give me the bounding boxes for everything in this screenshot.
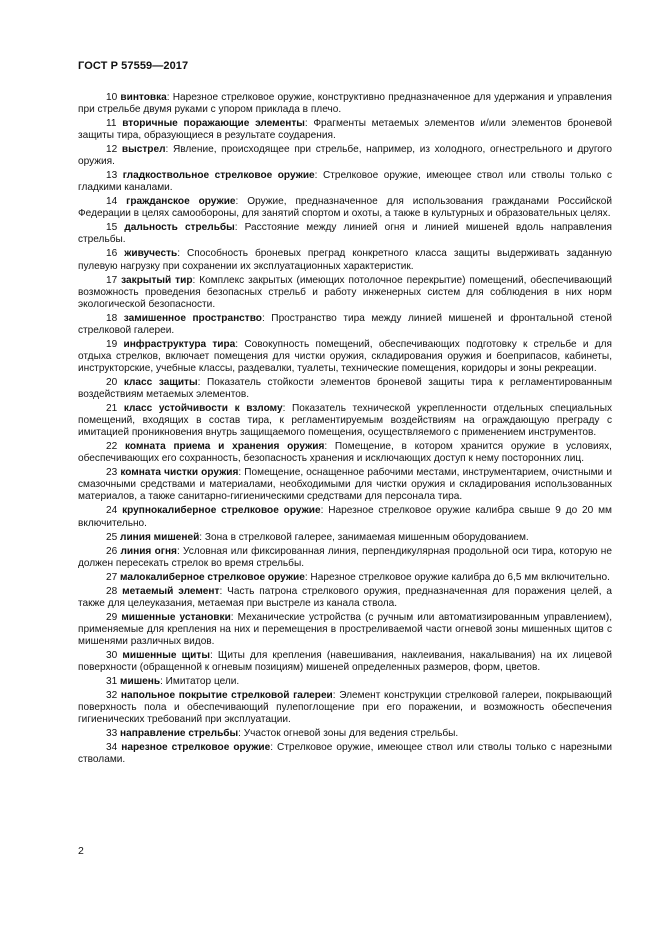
definition-entry bbox=[78, 339, 612, 375]
entry-number: 11 bbox=[106, 118, 117, 130]
entry-definition: : Зона в стрелковой галерее, занимаемая мишенным оборудованием. bbox=[199, 531, 529, 543]
entry-term: мишень bbox=[120, 675, 161, 687]
entry-number: 13 bbox=[106, 170, 118, 182]
entry-term: метаемый элемент bbox=[122, 585, 220, 597]
entry-term: инфраструктура тира bbox=[123, 338, 236, 350]
entry-term: выстрел bbox=[121, 144, 166, 156]
entry-term: гладкоствольное стрелковое оружие bbox=[122, 170, 315, 182]
entry-number: 16 bbox=[106, 248, 118, 260]
entry-definition: : Пространство тира между линией мишеней и фронтальной стеной стрелковой галереи. bbox=[78, 312, 612, 336]
entry-number: 24 bbox=[106, 505, 118, 517]
entry-term: гражданское оружие bbox=[126, 196, 236, 208]
entry-definition: : Часть патрона стрелкового оружия, предназначенная для поражения целей, а также для целеуказания, метаемая при выстреле из канала ствола. bbox=[78, 585, 612, 609]
entry-definition: : Явление, происходящее при стрельбе, например, из холодного, огнестрельного и другого оружия. bbox=[78, 144, 612, 168]
entry-term: класс защиты bbox=[123, 376, 198, 388]
definition-entry bbox=[78, 690, 612, 726]
entry-term: живучесть bbox=[124, 248, 178, 260]
definition-entry bbox=[78, 467, 612, 503]
entry-definition: : Комплекс закрытых (имеющих потолочное перекрытие) помещений, обеспечивающий возможность проведения безопасных стрельб и работу инженерных систем для соблюдения в них норм экологической безопасности. bbox=[78, 274, 612, 310]
entry-definition: : Стрелковое оружие, имеющее ствол или стволы только с гладкими каналами. bbox=[78, 170, 612, 194]
definitions-list bbox=[78, 92, 612, 768]
entry-term: напольное покрытие стрелковой галереи bbox=[120, 689, 333, 701]
entry-number: 28 bbox=[106, 585, 118, 597]
entry-term: комната приема и хранения оружия bbox=[125, 441, 325, 453]
definition-entry bbox=[78, 505, 612, 529]
entry-term: нарезное стрелковое оружие bbox=[121, 742, 271, 754]
entry-term: дальность стрельбы bbox=[124, 222, 235, 234]
entry-term: закрытый тир bbox=[121, 274, 193, 286]
entry-number: 22 bbox=[106, 441, 118, 453]
entry-definition: : Имитатор цели. bbox=[160, 675, 240, 687]
definition-entry bbox=[78, 441, 612, 465]
entry-number: 29 bbox=[106, 611, 118, 623]
entry-term: класс устойчивости к взлому bbox=[123, 403, 283, 415]
definition-entry bbox=[78, 728, 612, 740]
definition-entry bbox=[78, 170, 612, 194]
entry-definition: : Показатель технической укрепленности отдельных специальных помещений, входящих в состав тира, к регламентируемым воздействиям на ограждающую преграду с имитацией проникновения внутрь защищаемого помещения, осуществляемого с применением инструментов. bbox=[78, 403, 612, 439]
entry-number: 10 bbox=[106, 92, 118, 103]
entry-term: линия мишеней bbox=[120, 531, 200, 543]
entry-number: 33 bbox=[106, 728, 118, 740]
entry-term: винтовка bbox=[120, 92, 167, 103]
entry-definition: : Участок огневой зоны для ведения стрельбы. bbox=[238, 728, 459, 740]
entry-definition: : Помещение, в котором хранится оружие в условиях, обеспечивающих его сохранность, безопасность хранения и исключающих доступ к нему посторонних лиц. bbox=[78, 441, 612, 465]
entry-number: 31 bbox=[106, 675, 118, 687]
entry-definition: : Стрелковое оружие, имеющее ствол или стволы только с нарезными стволами. bbox=[78, 742, 612, 766]
entry-definition: : Нарезное стрелковое оружие калибра свыше 9 до 20 мм включительно. bbox=[78, 505, 612, 529]
definition-entry bbox=[78, 572, 612, 584]
entry-term: комната чистки оружия bbox=[120, 467, 239, 479]
entry-definition: : Способность броневых преград конкретного класса защиты выдерживать заданную пулевую нагрузку при сохранении их эксплуатационных характеристик. bbox=[78, 248, 612, 272]
entry-definition: : Условная или фиксированная линия, перпендикулярная продольной оси тира, которую не должен пересекать стрелок во время стрельбы. bbox=[78, 545, 612, 569]
entry-definition: : Механические устройства (с ручным или автоматизированным управлением), применяемые для крепления на них и перемещения в простреливаемой части огневой зоны мишенных щитов с мишенями различных видов. bbox=[78, 611, 612, 647]
definition-entry bbox=[78, 377, 612, 401]
entry-number: 27 bbox=[106, 571, 118, 583]
definition-entry bbox=[78, 275, 612, 311]
definition-entry bbox=[78, 144, 612, 168]
entry-definition: : Нарезное стрелковое оружие, конструктивно предназначенное для удержания и управления при стрельбе двумя руками с упором приклада в плечо. bbox=[78, 92, 612, 116]
entry-number: 30 bbox=[106, 649, 118, 661]
entry-number: 26 bbox=[106, 545, 118, 557]
entry-term: малокалиберное стрелковое оружие bbox=[120, 571, 305, 583]
entry-term: мишенные щиты bbox=[122, 649, 210, 661]
entry-definition: : Нарезное стрелковое оружие калибра до 6,5 мм включительно. bbox=[304, 571, 610, 583]
entry-number: 15 bbox=[106, 222, 118, 234]
entry-number: 32 bbox=[106, 689, 118, 701]
entry-number: 20 bbox=[106, 376, 118, 388]
entry-term: мишенные установки bbox=[121, 611, 231, 623]
entry-term: направление стрельбы bbox=[120, 728, 239, 740]
entry-definition: : Щиты для крепления (навешивания, наклеивания, накалывания) на их лицевой поверхности (обращенной к огневым позициям) мишеней определенных размеров, форм, цветов. bbox=[78, 649, 612, 673]
entry-definition: : Показатель стойкости элементов броневой защиты тира к регламентированным воздействиям метаемых элементов. bbox=[78, 376, 613, 401]
definition-entry bbox=[78, 313, 612, 337]
entry-definition: : Совокупность помещений, обеспечивающих подготовку к стрельбе и для отдыха стрелков, включает помещения для чистки оружия, складирования оружия и боеприпасов, кабинеты, инструкторские, учебные классы, раздевалки, туалеты, технические помещения, коридоры и зоны рекреации. bbox=[78, 338, 612, 374]
entry-number: 18 bbox=[106, 312, 118, 324]
standard-header: ГОСТ Р 57559—2017 bbox=[78, 60, 189, 72]
definition-entry bbox=[78, 612, 612, 648]
entry-definition: : Фрагменты метаемых элементов и/или элементов броневой защиты тира, образующиеся в результате соударения. bbox=[78, 118, 613, 142]
entry-term: крупнокалиберное стрелковое оружие bbox=[122, 505, 321, 517]
entry-number: 34 bbox=[106, 742, 118, 754]
entry-number: 23 bbox=[106, 467, 118, 479]
entry-term: вторичные поражающие элементы bbox=[122, 118, 305, 130]
definition-entry bbox=[78, 650, 612, 674]
definition-entry bbox=[78, 403, 612, 439]
entry-term: линия огня bbox=[120, 545, 177, 557]
definition-entry bbox=[78, 676, 612, 688]
entry-number: 19 bbox=[106, 338, 118, 350]
page-number: 2 bbox=[78, 845, 84, 857]
entry-definition: : Расстояние между линией огня и линией мишеней вдоль направления стрельбы. bbox=[78, 222, 612, 246]
definition-entry bbox=[78, 586, 612, 610]
definition-entry bbox=[78, 248, 612, 272]
definition-entry bbox=[78, 742, 612, 766]
definition-entry bbox=[78, 532, 612, 544]
entry-number: 25 bbox=[106, 531, 118, 543]
entry-definition: : Помещение, оснащенное рабочими местами, инструментарием, очистными и смазочными средствами и материалами, необходимыми для чистки оружия и складирования использованных материалов, а также санитарно-гигиеническими средствами для персонала тира. bbox=[78, 467, 612, 503]
entry-number: 17 bbox=[106, 274, 118, 286]
definition-entry bbox=[78, 118, 612, 142]
definition-entry bbox=[78, 546, 612, 570]
definition-entry bbox=[78, 222, 612, 246]
definition-entry bbox=[78, 92, 612, 116]
definition-entry bbox=[78, 196, 612, 220]
entry-definition: : Элемент конструкции стрелковой галереи, покрывающий поверхность пола и обеспечивающий пулепоглощение при его поражении, и возможность обеспечения гигиенических требований при эксплуатации. bbox=[78, 689, 612, 726]
entry-term: замишенное пространство bbox=[123, 312, 262, 324]
entry-number: 12 bbox=[106, 144, 118, 156]
entry-number: 14 bbox=[106, 196, 118, 208]
entry-number: 21 bbox=[106, 403, 118, 415]
entry-definition: : Оружие, предназначенное для использования гражданами Российской Федерации в целях самообороны, для занятий спортом и охоты, а также в культурных и образовательных целях. bbox=[78, 196, 612, 220]
